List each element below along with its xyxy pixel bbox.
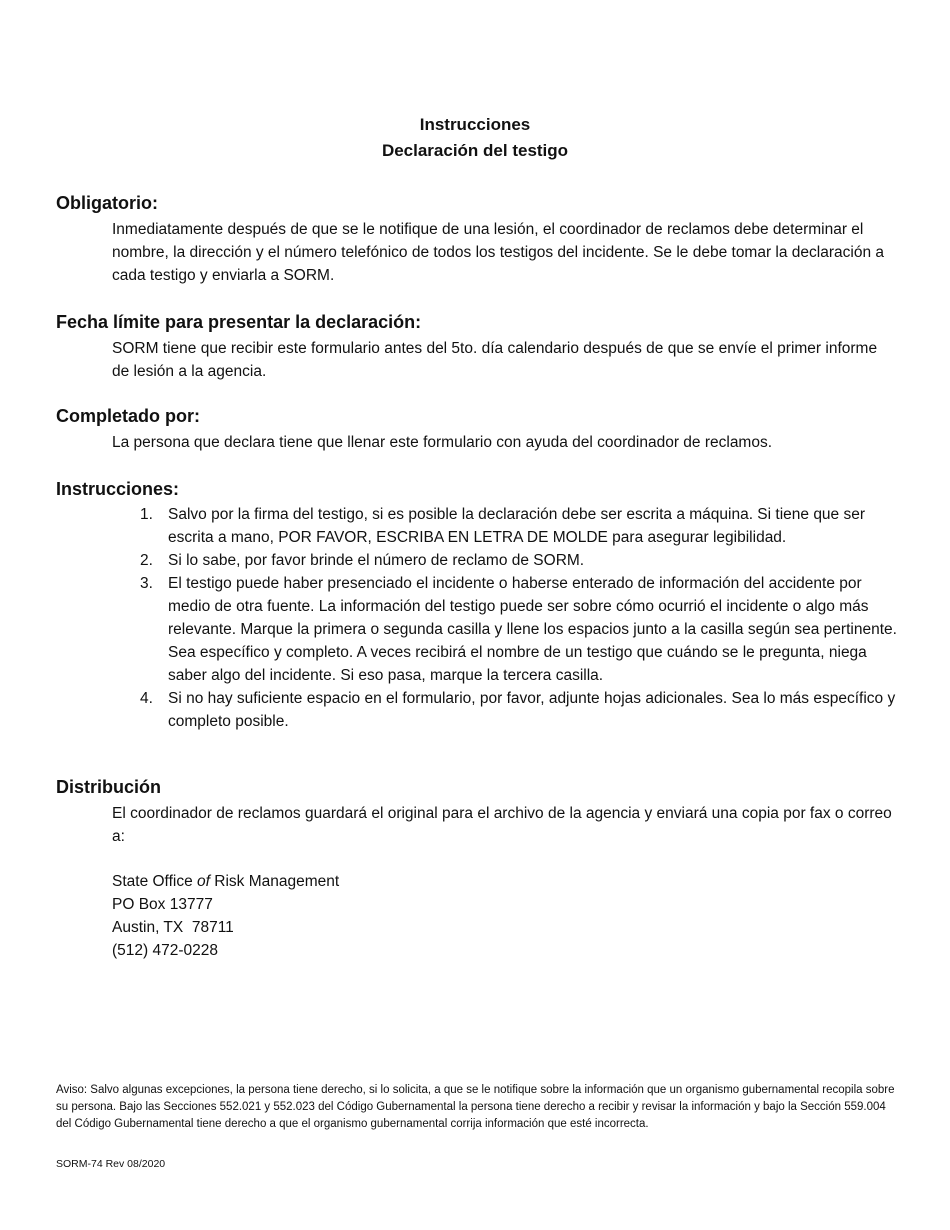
- mailing-address: [112, 870, 339, 962]
- address-phone: (512) 472-0228: [112, 942, 218, 959]
- text-completado-por: La persona que declara tiene que llenar este formulario con ayuda del coordinador de reclamos.: [112, 434, 773, 451]
- list-item-text: Si no hay suficiente espacio en el formulario, por favor, adjunte hojas adicionales. Sea lo más específico y completo posible.: [168, 690, 896, 730]
- list-item: [112, 687, 902, 733]
- list-item-number: 1.: [140, 506, 153, 523]
- heading-obligatorio: Obligatorio:: [56, 193, 158, 213]
- text-distribucion: El coordinador de reclamos guardará el original para el archivo de la agencia y enviará una copia por fax o correo a:: [112, 805, 892, 845]
- text-obligatorio: Inmediatamente después de que se le notifique de una lesión, el coordinador de reclamos debe determinar el nombre, la dirección y el número telefónico de todos los testigos del incidente. Se le debe tomar la declaración a cada testigo y enviarla a SORM.: [112, 221, 885, 284]
- list-item-text: El testigo puede haber presenciado el incidente o haberse enterado de información del accidente por medio de otra fuente. La información del testigo puede ser sobre cómo ocurrió el incidente o algo más relevante. Marque la primera o segunda casilla y llene los espacios junto a la casilla según sea pertinente. Sea específico y completo. A veces recibirá el nombre de un testigo que cuándo se le pregunta, niega saber algo del incidente. Si eso pasa, marque la tercera casilla.: [168, 575, 897, 684]
- address-city: Austin, TX 78711: [112, 919, 234, 936]
- list-item-text: Salvo por la firma del testigo, si es posible la declaración debe ser escrita a máquina. Si tiene que ser escrita a mano, POR FAVOR, ESCRIBA EN LETRA DE MOLDE para asegurar legibilidad.: [168, 506, 866, 546]
- list-item-number: 4.: [140, 690, 153, 707]
- heading-instrucciones: Instrucciones:: [56, 479, 180, 499]
- heading-completado-por: Completado por:: [56, 406, 200, 426]
- list-item-number: 3.: [140, 575, 153, 592]
- list-item-number: 2.: [140, 552, 153, 569]
- list-item: [112, 503, 902, 549]
- list-item-text: Si lo sabe, por favor brinde el número de reclamo de SORM.: [168, 552, 585, 569]
- heading-distribucion: Distribución: [56, 777, 162, 797]
- instructions-list: [112, 503, 902, 733]
- form-number: SORM-74 Rev 08/2020: [56, 1158, 166, 1170]
- address-organization: State Office of Risk Management: [112, 873, 340, 890]
- page-title: Instrucciones: [419, 115, 531, 134]
- address-po-box: PO Box 13777: [112, 896, 213, 913]
- heading-fecha-limite: Fecha límite para presentar la declaración:: [56, 312, 422, 332]
- privacy-notice: Aviso: Salvo algunas excepciones, la persona tiene derecho, si lo solicita, a que se le notifique sobre la información que un organismo gubernamental recopila sobre su persona. Bajo las Secciones 552.021 y 552.023 del Código Gubernamental la persona tiene derecho a recibir y revisar la información y bajo la Sección 559.004 del Código Gubernamental tiene derecho a que el organismo gubernamental corrija información que esté incorrecta.: [56, 1084, 895, 1130]
- page-subtitle: Declaración del testigo: [381, 141, 569, 160]
- list-item: [112, 549, 902, 572]
- list-item: [112, 572, 902, 687]
- text-fecha-limite: SORM tiene que recibir este formulario antes del 5to. día calendario después de que se envíe el primer informe de lesión a la agencia.: [112, 340, 878, 380]
